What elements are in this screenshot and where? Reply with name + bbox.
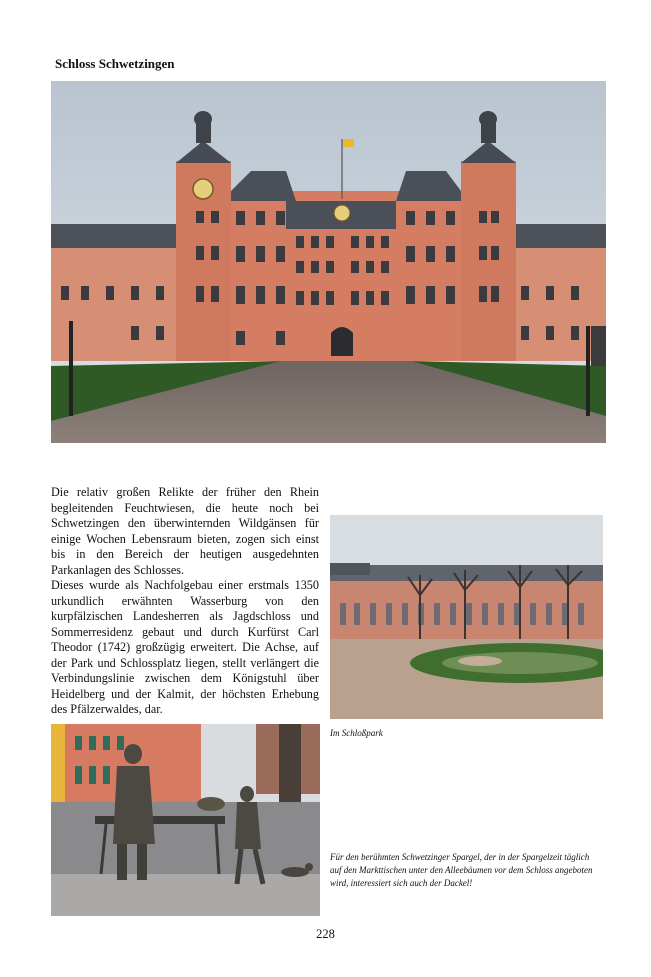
body-paragraph: Die relativ großen Relikte der früher den Rhein begleitenden Feuchtwiesen, die heute noch bei Schwetzingen den überwinternden Wildgänsen für einige Wochen Lebensraum bieten, zogen sich einst bis in den Bereich der heutigen ausgedehnten Parkanlagen des Schlosses.	[51, 485, 319, 577]
park-caption: Im Schloßpark	[330, 728, 383, 738]
statue-caption: Für den berühmten Schwetzinger Spargel, der in der Spargelzeit täglich auf den Markttischen unter den Alleebäumen vor dem Schloss angeboten wird, interessiert sich auch der Dackel!	[330, 852, 593, 888]
castle-photo	[51, 81, 606, 443]
body-text	[51, 485, 319, 718]
page-title: Schloss Schwetzingen	[55, 56, 175, 71]
statue-photo	[51, 724, 320, 916]
body-paragraph: Dieses wurde als Nachfolgebau einer erstmals 1350 urkundlich erwähnten Wasserburg von den kurpfälzischen Landesherren als Jagdschloss und Sommerresidenz gebaut und durch Kurfürst Carl Theodor (1742) großzügig erweitert. Die Achse, auf der Park und Schlossplatz liegen, stellt verlängert die Verbindungslinie zwischen dem Königstuhl über Heidelberg und der Kalmit, der höchsten Erhebung des Pfälzerwaldes, dar.	[51, 578, 319, 716]
park-photo	[330, 515, 603, 719]
page-number: 228	[316, 927, 335, 941]
